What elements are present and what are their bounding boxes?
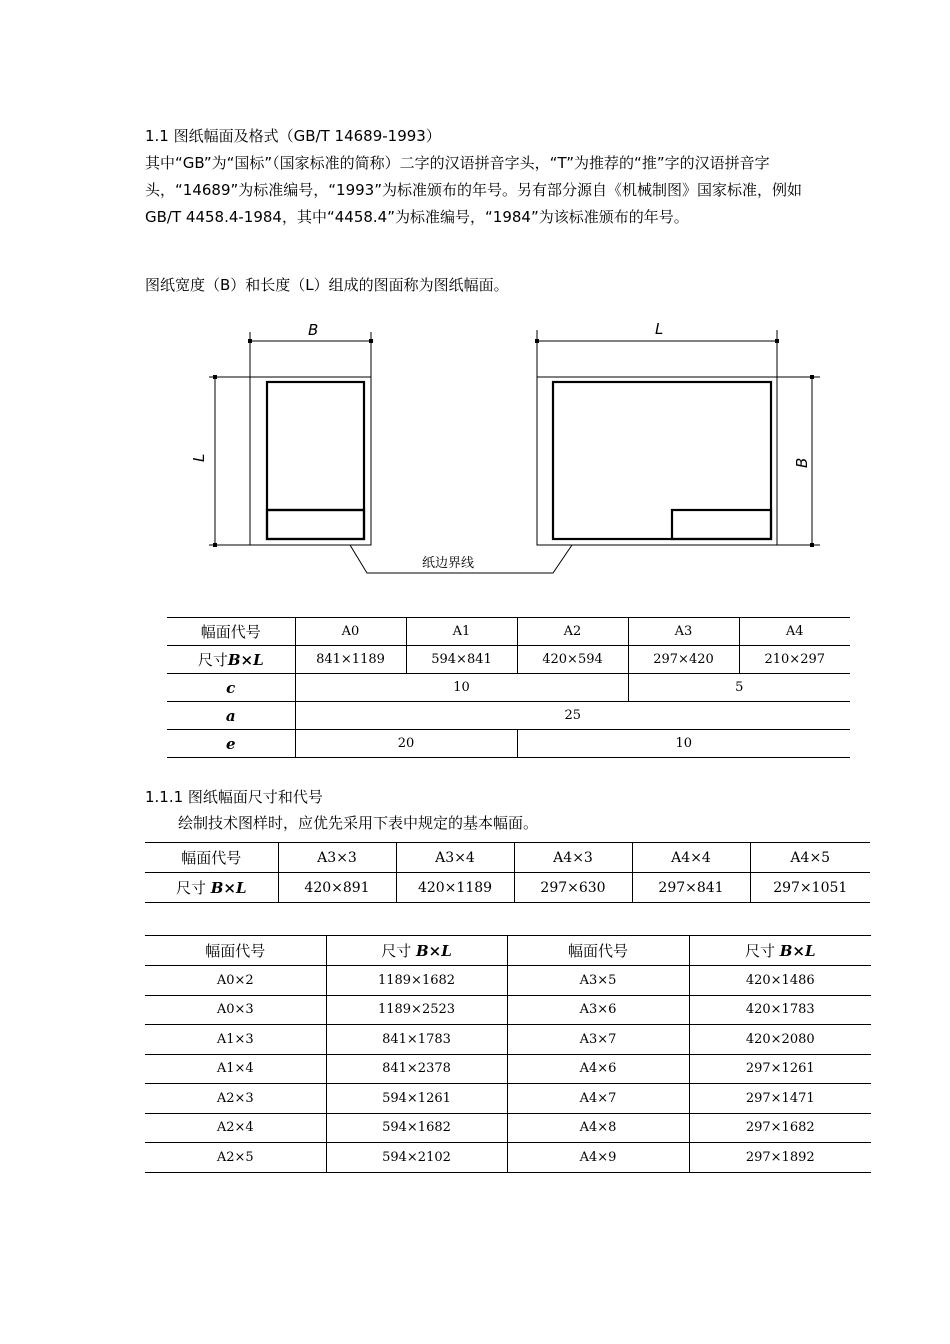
table-cell: 297×420 [628,646,739,674]
table-cell: A4×6 [507,1054,689,1084]
table-row [167,730,850,758]
header-cell [167,646,295,674]
table-cell: 594×1682 [326,1113,507,1143]
dim-vars: B×L [210,879,247,897]
table-row [167,674,850,702]
extended-size-table [145,935,871,1173]
table-cell: 841×2378 [326,1054,507,1084]
table-cell: A4×3 [514,843,632,873]
table-cell: 1189×2523 [326,995,507,1025]
table-cell: A0×3 [145,995,326,1025]
table-cell: 841×1189 [295,646,406,674]
table-cell: 841×1783 [326,1025,507,1055]
table-cell: A4×5 [750,843,870,873]
table-cell: 5 [628,674,850,702]
table-cell: A3×3 [278,843,396,873]
border-line-label: 纸边界线 [422,556,475,571]
header-cell: 幅面代号 [167,618,295,646]
dim-vars: B×L [779,942,816,960]
table-cell: A0 [295,618,406,646]
table-cell: A1×4 [145,1054,326,1084]
table-cell: A1 [406,618,517,646]
header-cell: a [167,702,295,730]
header-cell: e [167,730,295,758]
table-cell: 420×1783 [689,995,871,1025]
dim-vars: B×L [416,942,452,960]
table-row [167,646,850,674]
table-cell: A4×7 [507,1084,689,1114]
table-cell: 297×1051 [750,873,870,903]
table-cell: A2×5 [145,1143,326,1173]
table-cell: A3×7 [507,1025,689,1055]
dim-label: 尺寸 [744,942,775,960]
dim-label: 尺寸 [197,651,228,669]
definition-paragraph: 图纸宽度（B）和长度（L）组成的图面称为图纸幅面。 [145,276,509,294]
table-row [145,843,870,873]
table-cell: A2 [517,618,628,646]
table-cell: 210×297 [739,646,850,674]
table-cell: 594×1261 [326,1084,507,1114]
table-cell: 1189×1682 [326,966,507,996]
table-cell: 297×630 [514,873,632,903]
table-cell: 420×891 [278,873,396,903]
portrait-l-label: L [190,453,208,462]
dim-label: 尺寸 [175,879,206,897]
table-cell: A3×4 [396,843,514,873]
header-cell [689,936,871,966]
subsection-intro: 绘制技术图样时，应优先采用下表中规定的基本幅面。 [178,814,539,832]
table-cell: A2×4 [145,1113,326,1143]
table-cell: 594×2102 [326,1143,507,1173]
table-cell: A3 [628,618,739,646]
subsection-title: 1.1.1 图纸幅面尺寸和代号 [145,788,323,806]
table-cell: 297×1892 [689,1143,871,1173]
header-cell [326,936,507,966]
table-cell: 420×2080 [689,1025,871,1055]
table-cell: A3×6 [507,995,689,1025]
landscape-frame [553,382,771,539]
table-cell: A0×2 [145,966,326,996]
table-row [145,1143,871,1173]
table-row [145,966,871,996]
header-cell: 幅面代号 [145,843,278,873]
header-cell: c [167,674,295,702]
landscape-b-label: B [793,457,811,468]
table-row [145,1113,871,1143]
paper-format-diagram [190,310,830,585]
table-cell: 420×1486 [689,966,871,996]
sheet-size-table [167,617,850,758]
table-cell: 297×1261 [689,1054,871,1084]
intro-paragraph: 其中“GB”为“国标”（国家标准的简称）二字的汉语拼音字头，“T”为推荐的“推”字的汉语拼音字头，“14689”为标准编号，“1993”为标准颁布的年号。另有部分源自《机械制图》国家标准，例如 GB/T 4458.4-1984，其中“4458.4”为标准编号，“1984”为该标准颁布的年号。 [145,154,802,226]
dim-vars: B×L [227,651,264,669]
landscape-sheet [537,377,777,545]
table-cell: A4×9 [507,1143,689,1173]
table-cell: 594×841 [406,646,517,674]
table-cell: 297×1682 [689,1113,871,1143]
header-cell: 幅面代号 [145,936,326,966]
portrait-frame [267,382,364,539]
table-row [167,618,850,646]
table-cell: A3×5 [507,966,689,996]
table-cell: 297×841 [632,873,750,903]
header-cell [145,873,278,903]
header-cell: 幅面代号 [507,936,689,966]
table-cell: 420×1189 [396,873,514,903]
landscape-title-block [672,510,771,539]
table-row [145,873,870,903]
table-row [145,995,871,1025]
preferred-size-table [145,842,870,903]
table-cell: 297×1471 [689,1084,871,1114]
table-cell: A4 [739,618,850,646]
portrait-sheet [250,377,371,545]
table-cell: 10 [517,730,850,758]
table-cell: 420×594 [517,646,628,674]
table-row [145,1054,871,1084]
table-cell: 25 [295,702,850,730]
section-title: 1.1 图纸幅面及格式（GB/T 14689-1993） [145,127,441,145]
table-row [145,1025,871,1055]
table-cell: A4×4 [632,843,750,873]
dim-label: 尺寸 [381,942,412,960]
table-cell: 10 [295,674,628,702]
table-cell: A4×8 [507,1113,689,1143]
table-cell: A1×3 [145,1025,326,1055]
table-header-row [145,936,871,966]
table-row [145,1084,871,1114]
table-row [167,702,850,730]
portrait-title-block [267,510,364,539]
portrait-b-label: B [308,321,319,339]
landscape-l-label: L [655,320,664,338]
table-cell: A2×3 [145,1084,326,1114]
table-cell: 20 [295,730,517,758]
